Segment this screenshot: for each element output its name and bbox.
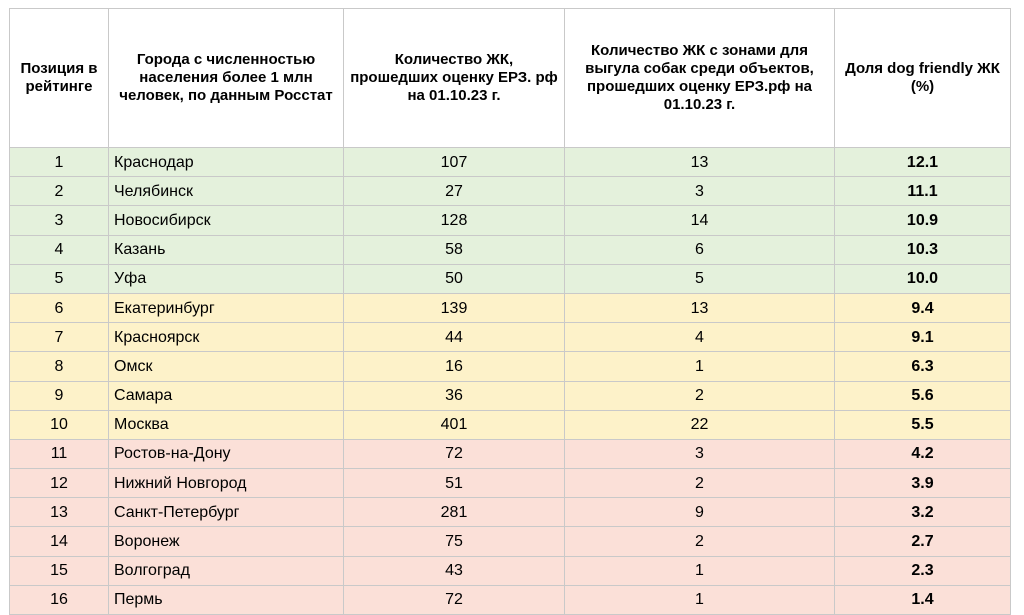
cell-dog-zone-complexes: 3 bbox=[565, 177, 835, 206]
table-row bbox=[10, 527, 1011, 556]
cell-total-complexes: 72 bbox=[344, 439, 565, 468]
cell-dog-zone-complexes: 6 bbox=[565, 235, 835, 264]
cell-dog-friendly-share: 10.9 bbox=[835, 206, 1011, 235]
table-row bbox=[10, 469, 1011, 498]
cell-total-complexes: 43 bbox=[344, 556, 565, 585]
table-row bbox=[10, 206, 1011, 235]
table-body bbox=[10, 148, 1011, 615]
cell-position: 15 bbox=[10, 556, 109, 585]
cell-total-complexes: 401 bbox=[344, 410, 565, 439]
cell-total-complexes: 50 bbox=[344, 264, 565, 293]
header-row bbox=[10, 9, 1011, 148]
cell-position: 7 bbox=[10, 323, 109, 352]
cell-total-complexes: 36 bbox=[344, 381, 565, 410]
cell-dog-zone-complexes: 2 bbox=[565, 527, 835, 556]
cell-total-complexes: 44 bbox=[344, 323, 565, 352]
header-city: Города с численностью населения более 1 млн человек, по данным Росстат bbox=[109, 9, 344, 148]
cell-dog-friendly-share: 6.3 bbox=[835, 352, 1011, 381]
cell-dog-friendly-share: 3.2 bbox=[835, 498, 1011, 527]
cell-total-complexes: 51 bbox=[344, 469, 565, 498]
table-header bbox=[10, 9, 1011, 148]
cell-city: Челябинск bbox=[109, 177, 344, 206]
header-dog-friendly-share: Доля dog friendly ЖК (%) bbox=[835, 9, 1011, 148]
cell-position: 3 bbox=[10, 206, 109, 235]
cell-city: Москва bbox=[109, 410, 344, 439]
cell-city: Ростов-на-Дону bbox=[109, 439, 344, 468]
cell-dog-friendly-share: 9.4 bbox=[835, 293, 1011, 322]
cell-dog-friendly-share: 5.5 bbox=[835, 410, 1011, 439]
cell-city: Краснодар bbox=[109, 148, 344, 177]
cell-position: 12 bbox=[10, 469, 109, 498]
cell-dog-zone-complexes: 13 bbox=[565, 293, 835, 322]
cell-total-complexes: 16 bbox=[344, 352, 565, 381]
cell-position: 16 bbox=[10, 585, 109, 614]
header-dog-zone-complexes: Количество ЖК с зонами для выгула собак среди объектов, прошедших оценку ЕРЗ.рф на 01.10.23 г. bbox=[565, 9, 835, 148]
cell-total-complexes: 128 bbox=[344, 206, 565, 235]
table-row bbox=[10, 556, 1011, 585]
cell-dog-friendly-share: 12.1 bbox=[835, 148, 1011, 177]
cell-city: Казань bbox=[109, 235, 344, 264]
cell-city: Уфа bbox=[109, 264, 344, 293]
cell-dog-friendly-share: 9.1 bbox=[835, 323, 1011, 352]
cell-dog-zone-complexes: 13 bbox=[565, 148, 835, 177]
cell-dog-zone-complexes: 9 bbox=[565, 498, 835, 527]
table-row bbox=[10, 381, 1011, 410]
rating-table-container bbox=[9, 8, 1011, 615]
table-row bbox=[10, 352, 1011, 381]
cell-position: 4 bbox=[10, 235, 109, 264]
table-row bbox=[10, 585, 1011, 614]
cell-dog-friendly-share: 5.6 bbox=[835, 381, 1011, 410]
cell-dog-zone-complexes: 22 bbox=[565, 410, 835, 439]
cell-dog-zone-complexes: 4 bbox=[565, 323, 835, 352]
cell-position: 8 bbox=[10, 352, 109, 381]
cell-position: 6 bbox=[10, 293, 109, 322]
cell-city: Нижний Новгород bbox=[109, 469, 344, 498]
cell-dog-friendly-share: 10.0 bbox=[835, 264, 1011, 293]
cell-city: Новосибирск bbox=[109, 206, 344, 235]
header-position: Позиция в рейтинге bbox=[10, 9, 109, 148]
table-row bbox=[10, 177, 1011, 206]
cell-dog-friendly-share: 10.3 bbox=[835, 235, 1011, 264]
table-row bbox=[10, 410, 1011, 439]
cell-position: 9 bbox=[10, 381, 109, 410]
table-row bbox=[10, 498, 1011, 527]
cell-dog-zone-complexes: 1 bbox=[565, 352, 835, 381]
cell-total-complexes: 58 bbox=[344, 235, 565, 264]
table-row bbox=[10, 323, 1011, 352]
cell-city: Красноярск bbox=[109, 323, 344, 352]
cell-total-complexes: 75 bbox=[344, 527, 565, 556]
cell-city: Самара bbox=[109, 381, 344, 410]
cell-dog-zone-complexes: 14 bbox=[565, 206, 835, 235]
header-total-complexes: Количество ЖК, прошедших оценку ЕРЗ. рф на 01.10.23 г. bbox=[344, 9, 565, 148]
cell-position: 5 bbox=[10, 264, 109, 293]
table-row bbox=[10, 235, 1011, 264]
cell-dog-friendly-share: 2.7 bbox=[835, 527, 1011, 556]
cell-dog-zone-complexes: 2 bbox=[565, 381, 835, 410]
cell-total-complexes: 107 bbox=[344, 148, 565, 177]
cell-dog-friendly-share: 11.1 bbox=[835, 177, 1011, 206]
cell-dog-friendly-share: 4.2 bbox=[835, 439, 1011, 468]
table-row bbox=[10, 264, 1011, 293]
cell-position: 2 bbox=[10, 177, 109, 206]
cell-dog-friendly-share: 1.4 bbox=[835, 585, 1011, 614]
cell-total-complexes: 281 bbox=[344, 498, 565, 527]
cell-city: Омск bbox=[109, 352, 344, 381]
table-row bbox=[10, 293, 1011, 322]
cell-position: 13 bbox=[10, 498, 109, 527]
cell-dog-zone-complexes: 5 bbox=[565, 264, 835, 293]
cell-position: 11 bbox=[10, 439, 109, 468]
cell-total-complexes: 27 bbox=[344, 177, 565, 206]
cell-city: Воронеж bbox=[109, 527, 344, 556]
cell-city: Пермь bbox=[109, 585, 344, 614]
cell-dog-zone-complexes: 1 bbox=[565, 556, 835, 585]
cell-city: Волгоград bbox=[109, 556, 344, 585]
rating-table bbox=[9, 8, 1011, 615]
cell-city: Санкт-Петербург bbox=[109, 498, 344, 527]
cell-dog-friendly-share: 3.9 bbox=[835, 469, 1011, 498]
table-row bbox=[10, 439, 1011, 468]
table-row bbox=[10, 148, 1011, 177]
cell-position: 10 bbox=[10, 410, 109, 439]
cell-dog-zone-complexes: 3 bbox=[565, 439, 835, 468]
cell-total-complexes: 72 bbox=[344, 585, 565, 614]
cell-total-complexes: 139 bbox=[344, 293, 565, 322]
cell-position: 14 bbox=[10, 527, 109, 556]
cell-dog-zone-complexes: 2 bbox=[565, 469, 835, 498]
cell-dog-friendly-share: 2.3 bbox=[835, 556, 1011, 585]
cell-dog-zone-complexes: 1 bbox=[565, 585, 835, 614]
cell-city: Екатеринбург bbox=[109, 293, 344, 322]
cell-position: 1 bbox=[10, 148, 109, 177]
